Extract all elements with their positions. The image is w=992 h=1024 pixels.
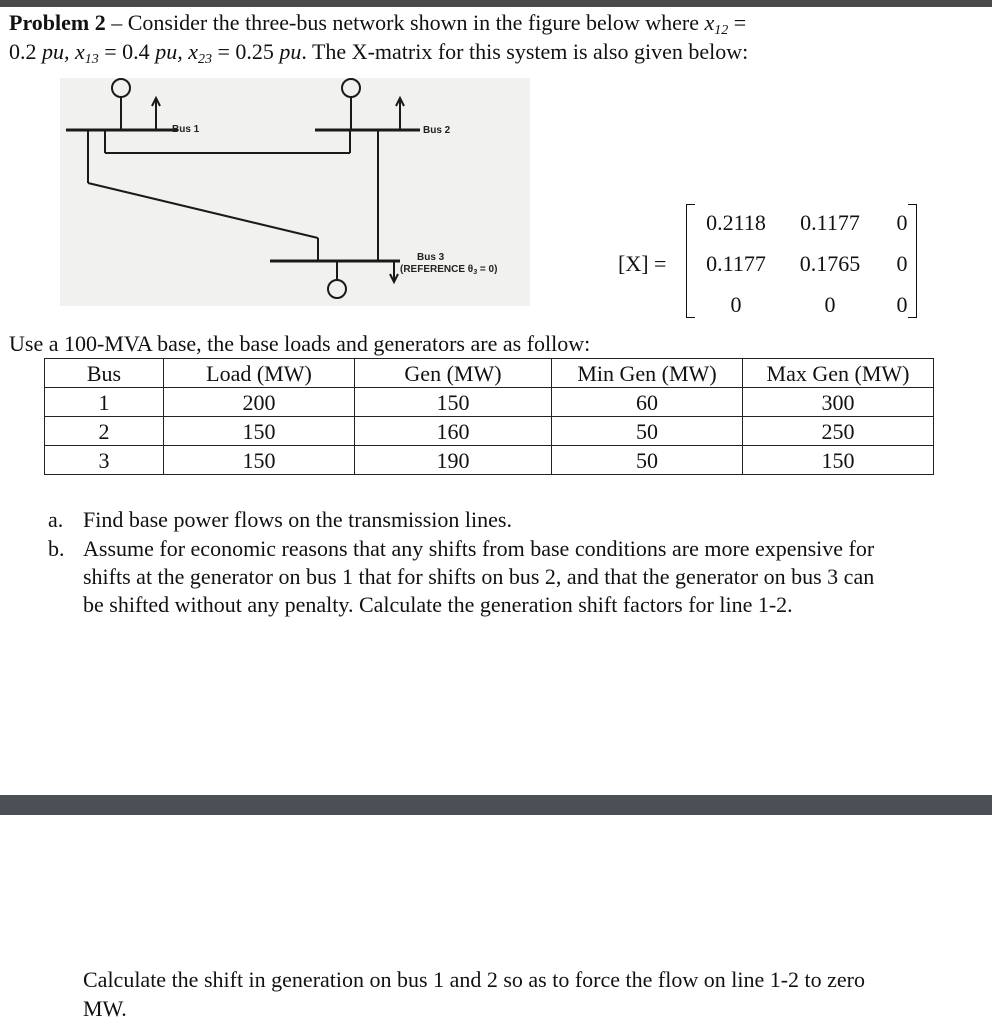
pu-unit: pu	[279, 39, 302, 64]
column-header: Min Gen (MW)	[552, 359, 743, 388]
generation-table	[44, 358, 934, 475]
x12-equals: =	[728, 10, 747, 35]
table-cell: 1	[45, 388, 164, 417]
x13-value: = 0.4	[98, 39, 156, 64]
x12-subscript: 12	[714, 23, 729, 38]
x23-subscript: 23	[197, 52, 212, 67]
table-cell: 150	[743, 446, 934, 475]
bus-3-reference-label: (REFERENCE $\theta_3 = 0$)	[400, 264, 498, 276]
xmatrix-intro: . The X-matrix for this system is also given below:	[301, 39, 749, 64]
table-cell: 190	[355, 446, 552, 475]
bus-1-label: Bus 1	[172, 124, 200, 135]
column-header: Bus	[45, 359, 164, 388]
x12-symbol: x	[704, 10, 715, 35]
table-cell: 150	[164, 446, 355, 475]
table-cell: 60	[552, 388, 743, 417]
generator-3-icon	[328, 280, 346, 298]
column-header: Max Gen (MW)	[743, 359, 934, 388]
followup-line-2: MW.	[83, 996, 127, 1021]
pu-unit: pu	[42, 39, 64, 64]
problem-title: Problem 2	[9, 10, 106, 35]
table-cell: 250	[743, 417, 934, 446]
table-cell: 150	[164, 417, 355, 446]
question-a-marker: a.	[48, 507, 64, 532]
x-matrix	[618, 204, 918, 320]
x12-value: 0.2	[9, 39, 42, 64]
base-description: Use a 100-MVA base, the base loads and generators are as follow:	[9, 331, 591, 356]
table-cell: 160	[355, 417, 552, 446]
matrix-cell: 0.2118	[706, 210, 766, 235]
question-b-marker: b.	[48, 536, 65, 561]
column-header: Load (MW)	[164, 359, 355, 388]
table-cell: 150	[355, 388, 552, 417]
matrix-cell: 0.1177	[800, 210, 860, 235]
followup-line-1: Calculate the shift in generation on bus 1 and 2 so as to force the flow on line 1-2 to zero	[83, 967, 866, 992]
column-header: Gen (MW)	[355, 359, 552, 388]
question-b-line-1: Assume for economic reasons that any shifts from base conditions are more expensive for	[83, 536, 875, 561]
question-b-line-3: be shifted without any penalty. Calculate the generation shift factors for line 1-2.	[83, 592, 793, 617]
x13-symbol: , x	[64, 39, 85, 64]
matrix-cell: 0	[896, 251, 908, 276]
table-cell: 200	[164, 388, 355, 417]
problem-intro: Consider the three-bus network shown in the figure below where	[127, 10, 699, 35]
x13-subscript: 13	[84, 52, 99, 67]
question-a-text: Find base power flows on the transmission lines.	[83, 507, 512, 532]
matrix-cell: 0	[896, 210, 908, 235]
table-cell: 2	[45, 417, 164, 446]
table-cell: 50	[552, 446, 743, 475]
table-row	[45, 446, 934, 475]
problem-line-2	[9, 37, 748, 74]
matrix-cell: 0	[896, 292, 908, 317]
matrix-cell: 0	[730, 292, 742, 317]
matrix-cell: 0.1177	[706, 251, 766, 276]
generator-1-icon	[112, 79, 130, 97]
x23-symbol: , x	[177, 39, 198, 64]
generator-2-icon	[342, 79, 360, 97]
table-row	[45, 417, 934, 446]
bus-2-label: Bus 2	[423, 125, 451, 136]
x-matrix-label: [X] =	[618, 251, 667, 276]
problem-line-1: Problem 2 – Consider the three-bus network shown in the figure below where $x_{12}$ =	[9, 10, 747, 38]
table-cell: 300	[743, 388, 934, 417]
bus-3-label: Bus 3	[417, 252, 445, 263]
section-separator	[0, 795, 992, 815]
three-bus-network-figure	[60, 78, 530, 306]
matrix-cell: 0	[824, 292, 836, 317]
top-border	[0, 0, 992, 7]
table-row	[45, 388, 934, 417]
left-bracket	[686, 204, 695, 318]
pu-unit: pu	[155, 39, 178, 64]
table-header-row	[45, 359, 934, 388]
question-b-line-2: shifts at the generator on bus 1 that for shifts on bus 2, and that the generator on bus 3 can	[83, 564, 875, 589]
table-cell: 50	[552, 417, 743, 446]
x23-value: = 0.25	[211, 39, 280, 64]
matrix-cell: 0.1765	[799, 251, 861, 276]
table-cell: 3	[45, 446, 164, 475]
